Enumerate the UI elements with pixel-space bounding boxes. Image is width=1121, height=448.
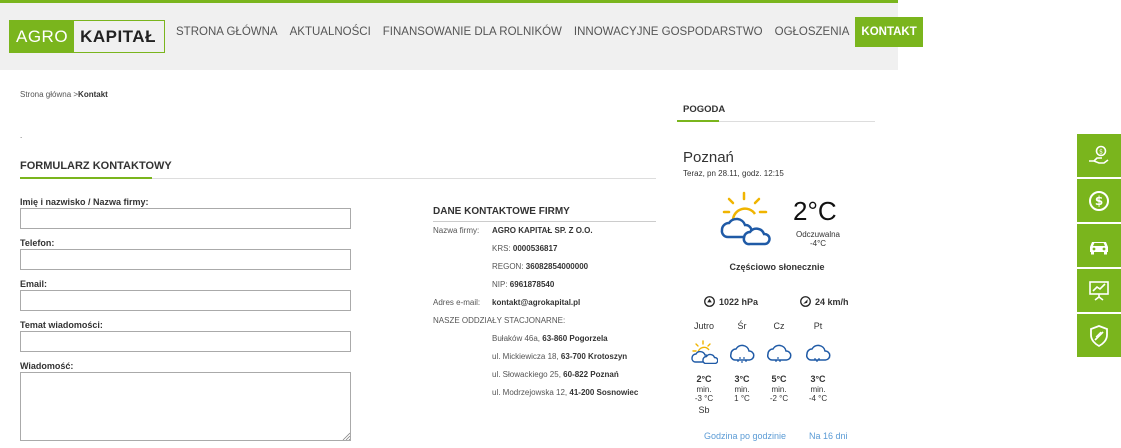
partly-sunny-icon [690,340,718,364]
shield-icon [1087,324,1111,348]
breadcrumb-current: Kontakt [78,90,108,99]
krs-row: KRS: 0000536817 [492,244,558,253]
resize-handle-icon[interactable] [342,432,350,440]
phone-label: Telefon: [20,238,55,248]
forecast-min: min. -4 °C [808,385,828,403]
name-label: Imię i nazwisko / Nazwa firmy: [20,197,149,207]
svg-text:$: $ [1099,148,1103,155]
weather-city: Poznań [683,149,734,166]
phone-input[interactable] [20,249,351,270]
company-name-value: AGRO KAPITAŁ SP. Z O.O. [492,226,593,235]
company-name-label: Nazwa firmy: [433,226,480,235]
subject-input[interactable] [20,331,351,352]
nav-news[interactable]: AKTUALNOŚCI [289,26,371,38]
snow-cloud-icon [765,340,793,364]
branch-row: Bułaków 46a, 63-860 Pogorzela [492,334,608,343]
forecast-min: min. 1 °C [734,385,750,403]
forecast-extra-day: Sb [698,405,710,415]
breadcrumb-home[interactable]: Strona główna > [20,90,79,99]
forecast-temp: 3°C [810,374,826,384]
forecast-temp: 5°C [771,374,787,384]
company-email-link[interactable]: kontakt@agrokapital.pl [492,298,581,307]
money-hand-icon [1087,144,1111,168]
forecast-temp: 3°C [734,374,750,384]
email-label-company: Adres e-mail: [433,298,481,307]
nav-ads[interactable]: OGŁOSZENIA [774,26,850,38]
svg-text:$: $ [1094,193,1104,208]
hourly-link[interactable]: Godzina po godzinie [704,431,787,441]
side-button-presentation[interactable] [1077,269,1121,312]
breadcrumb [20,90,108,99]
message-label: Wiadomość: [20,361,74,371]
main-nav [170,17,923,47]
site-header [0,3,917,70]
dollar-icon [1087,189,1111,213]
nav-financing[interactable]: FINANSOWANIE DLA ROLNIKÓW [382,26,562,38]
wind-stat: 24 km/h [800,296,849,307]
pressure-icon [704,296,715,307]
weather-title: POGODA [683,104,726,115]
subject-label: Temat wiadomości: [20,320,103,330]
branch-row: ul. Słowackiego 25, 60-822 Poznań [492,370,619,379]
forecast-temp: 2°C [696,374,712,384]
snow-cloud-icon [804,340,832,364]
site-logo[interactable] [9,20,165,53]
snow-cloud-icon [728,340,756,364]
form-title: FORMULARZ KONTAKTOWY [20,160,172,172]
branch-row: ul. Mickiewicza 18, 63-700 Krotoszyn [492,352,628,361]
side-button-money[interactable] [1077,179,1121,222]
weather-condition: Częściowo słonecznie [729,262,825,272]
pressure-stat: 1022 hPa [704,296,758,307]
company-title-divider [433,221,656,222]
forecast-min: min. -2 °C [769,385,789,403]
side-button-car[interactable] [1077,224,1121,267]
nav-innovative-farm[interactable]: INNOWACYJNE GOSPODARSTWO [573,26,763,38]
company-title: DANE KONTAKTOWE FIRMY [433,206,570,217]
forecast-day: Cz [773,321,785,331]
branches-label: NASZE ODDZIAŁY STACJONARNE: [433,316,566,325]
sixteen-day-link[interactable]: Na 16 dni [809,431,848,441]
forecast-day: Śr [737,321,747,331]
forecast-min: min. -3 °C [694,385,714,403]
presentation-icon [1087,279,1111,303]
regon-row: REGON: 36082854000000 [492,262,589,271]
branch-row: ul. Modrzejowska 12, 41-200 Sosnowiec [492,388,639,397]
email-label: Email: [20,279,48,289]
forecast-day: Jutro [693,321,714,331]
nav-contact[interactable]: KONTAKT [855,17,922,47]
form-title-underline [20,177,152,179]
side-button-loan[interactable] [1077,134,1121,177]
wind-icon [800,296,811,307]
weather-now: Teraz, pn 28.11, godz. 12:15 [683,169,784,178]
logo-kapital: KAPITAŁ [74,21,164,52]
email-input[interactable] [20,290,351,311]
nav-home[interactable]: STRONA GŁÓWNA [176,26,278,38]
logo-agro: AGRO [10,21,74,52]
car-icon [1087,234,1111,258]
nip-row: NIP: 6961878540 [492,280,555,289]
side-button-insurance[interactable] [1077,314,1121,357]
forecast-day: Pt [813,321,823,331]
weather-temp: 2°C [793,196,837,226]
partly-sunny-icon [714,190,776,246]
stray-dot: . [20,131,23,140]
message-textarea[interactable] [20,372,351,441]
weather-title-underline [677,120,719,122]
name-input[interactable] [20,208,351,229]
weather-feels: Odczuwalna -4°C [795,230,841,248]
